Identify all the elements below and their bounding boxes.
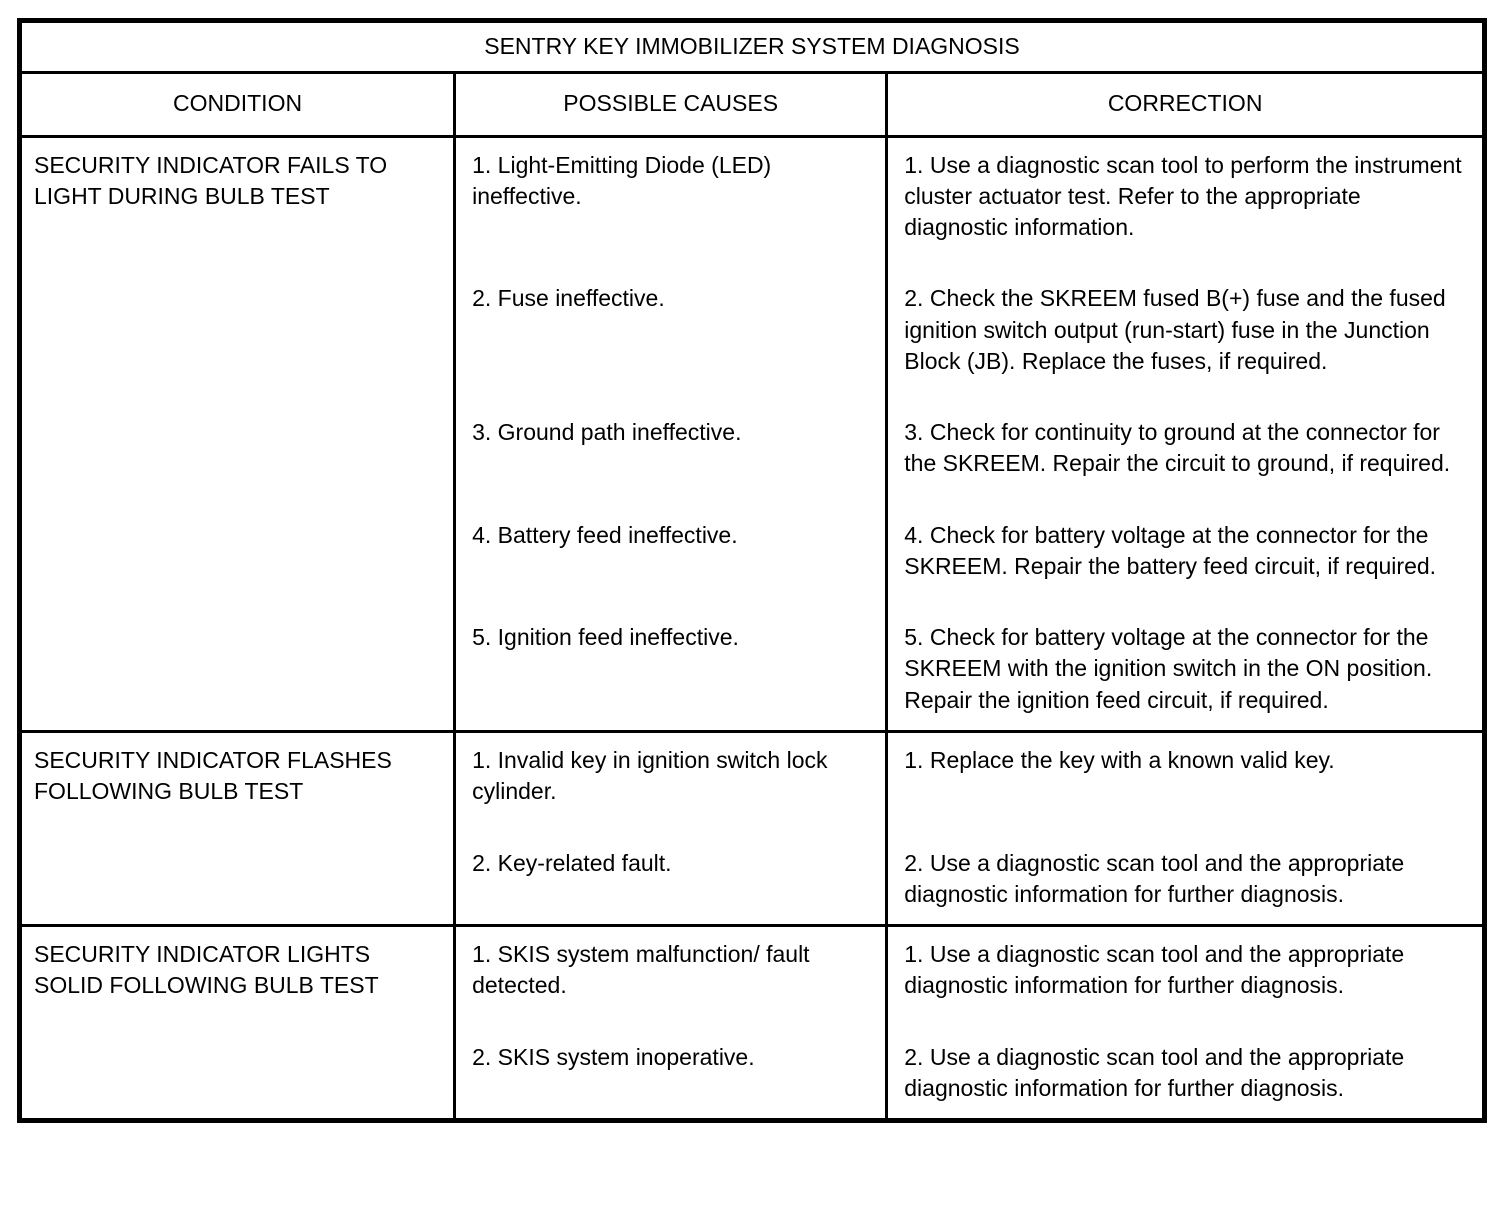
correction-cell: 1. Replace the key with a known valid key. <box>887 731 1485 835</box>
table-row <box>20 731 1485 835</box>
condition-cell: SECURITY INDICATOR FAILS TO LIGHT DURING BULB TEST <box>20 136 455 731</box>
column-header-possible-causes: POSSIBLE CAUSES <box>455 73 887 136</box>
correction-cell: 2. Use a diagnostic scan tool and the appropriate diagnostic information for further diagnosis. <box>887 1030 1485 1121</box>
cause-cell: 2. Key-related fault. <box>455 836 887 926</box>
cause-cell: 5. Ignition feed ineffective. <box>455 610 887 731</box>
cause-cell: 1. SKIS system malfunction/ fault detected. <box>455 926 887 1030</box>
table-title-row <box>20 21 1485 73</box>
cause-cell: 3. Ground path ineffective. <box>455 405 887 508</box>
cause-cell: 2. SKIS system inoperative. <box>455 1030 887 1121</box>
cause-cell: 1. Invalid key in ignition switch lock cylinder. <box>455 731 887 835</box>
diagnosis-table <box>17 18 1487 1123</box>
column-header-correction: CORRECTION <box>887 73 1485 136</box>
correction-cell: 2. Check the SKREEM fused B(+) fuse and the fused ignition switch output (run-start) fuse in the Junction Block (JB). Replace the fuses, if required. <box>887 271 1485 405</box>
cause-cell: 1. Light-Emitting Diode (LED) ineffective. <box>455 136 887 271</box>
column-header-condition: CONDITION <box>20 73 455 136</box>
condition-cell: SECURITY INDICATOR FLASHES FOLLOWING BULB TEST <box>20 731 455 925</box>
correction-cell: 3. Check for continuity to ground at the connector for the SKREEM. Repair the circuit to ground, if required. <box>887 405 1485 508</box>
correction-cell: 1. Use a diagnostic scan tool to perform the instrument cluster actuator test. Refer to the appropriate diagnostic information. <box>887 136 1485 271</box>
table-row <box>20 136 1485 271</box>
table-row <box>20 926 1485 1030</box>
correction-cell: 5. Check for battery voltage at the connector for the SKREEM with the ignition switch in the ON position. Repair the ignition feed circuit, if required. <box>887 610 1485 731</box>
cause-cell: 4. Battery feed ineffective. <box>455 508 887 611</box>
table-header-row <box>20 73 1485 136</box>
cause-cell: 2. Fuse ineffective. <box>455 271 887 405</box>
correction-cell: 1. Use a diagnostic scan tool and the appropriate diagnostic information for further diagnosis. <box>887 926 1485 1030</box>
correction-cell: 4. Check for battery voltage at the connector for the SKREEM. Repair the battery feed circuit, if required. <box>887 508 1485 611</box>
table-title: SENTRY KEY IMMOBILIZER SYSTEM DIAGNOSIS <box>20 21 1485 73</box>
correction-cell: 2. Use a diagnostic scan tool and the appropriate diagnostic information for further diagnosis. <box>887 836 1485 926</box>
condition-cell: SECURITY INDICATOR LIGHTS SOLID FOLLOWING BULB TEST <box>20 926 455 1121</box>
